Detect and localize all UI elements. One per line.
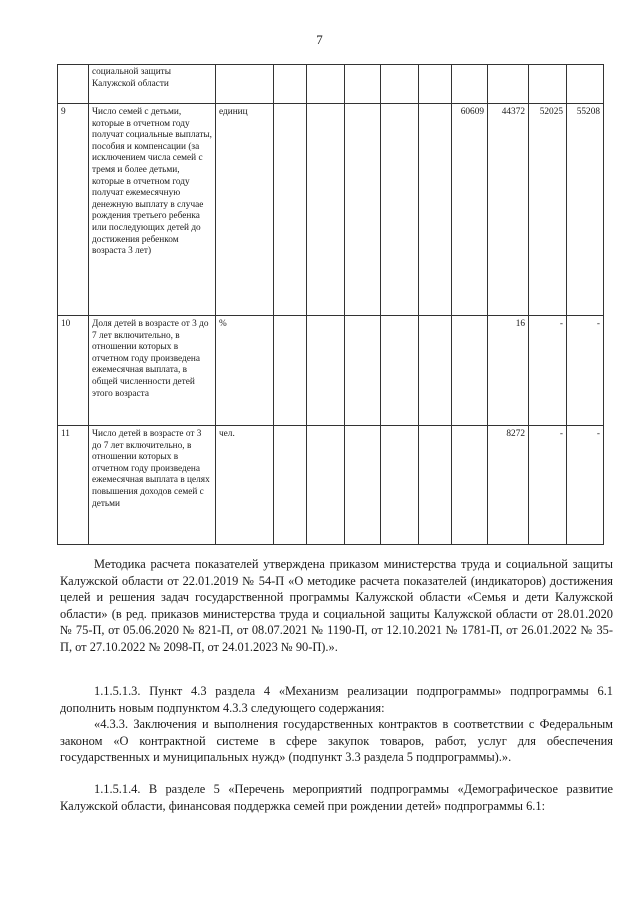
- unit: %: [216, 316, 274, 426]
- methodology-paragraph: Методика расчета показателей утверждена приказом министерства труда и социальной защиты Калужской области от 22.01.2019 № 54-П «О методике расчета показателей (индикаторов) достижения целей и решения задач государственной программы Калужской области «Семья и дети Калужской области» (в ред. приказов министерства труда и социальной защиты Калужской области от 28.01.2020 № 75-П, от 05.06.2020 № 821-П, от 08.07.2021 № 1190-П, от 12.10.2021 № 1781-П, от 26.01.2022 № 35-П, от 27.10.2022 № 2098-П, от 24.01.2023 № 90-П).».: [60, 557, 613, 654]
- table-row: [58, 316, 604, 426]
- value-cell: 55208: [567, 104, 604, 316]
- row-number: [58, 65, 89, 104]
- value-cell: 60609: [452, 104, 488, 316]
- value-cell: 16: [488, 316, 529, 426]
- table-row: [58, 426, 604, 545]
- table-row: [58, 104, 604, 316]
- value-cell: [488, 65, 529, 104]
- value-cell: [567, 65, 604, 104]
- value-cell: [452, 316, 488, 426]
- value-cell: -: [529, 426, 567, 545]
- unit: единиц: [216, 104, 274, 316]
- page-number: 7: [316, 32, 323, 47]
- table-row: [58, 65, 604, 104]
- indicator-name: Доля детей в возрасте от 3 до 7 лет включительно, в отношении которых в отчетном году произведена ежемесячная выплата, в общей численности детей этого возраста: [89, 316, 216, 426]
- indicators-table: [57, 64, 604, 545]
- clause-paragraph: «4.3.3. Заключения и выполнения государственных контрактов в соответствии с Федеральным законом «О контрактной системе в сфере закупок товаров, работ, услуг для обеспечения государственных и муниципальных нужд» (подпункт 3.3 раздела 5 подпрограммы).».: [60, 717, 613, 765]
- row-number: 10: [58, 316, 89, 426]
- indicator-name: Число детей в возрасте от 3 до 7 лет включительно, в отношении которых в отчетном году произведена ежемесячная выплата в целях повышения доходов семей с детьми: [89, 426, 216, 545]
- indicator-name: Число семей с детьми, которые в отчетном году получат социальные выплаты, пособия и компенсации (за исключением числа семей с тремя и более детьми, которые в отчетном году получат ежемесячную денежную выплату в случае рождения третьего ребенка или последующих детей до достижения ребенком возраста 3 лет): [89, 104, 216, 316]
- value-cell: -: [567, 426, 604, 545]
- value-cell: 44372: [488, 104, 529, 316]
- indicator-name: социальной защиты Калужской области: [89, 65, 216, 104]
- value-cell: [529, 65, 567, 104]
- unit: чел.: [216, 426, 274, 545]
- value-cell: 52025: [529, 104, 567, 316]
- row-number: 11: [58, 426, 89, 545]
- value-cell: -: [567, 316, 604, 426]
- unit: [216, 65, 274, 104]
- section-paragraph: 1.1.5.1.4. В разделе 5 «Перечень мероприятий подпрограммы «Демографическое развитие Калужской области, финансовая поддержка семей при рождении детей» подпрограммы 6.1:: [60, 782, 613, 813]
- row-number: 9: [58, 104, 89, 316]
- value-cell: [452, 426, 488, 545]
- amendment-paragraph: 1.1.5.1.3. Пункт 4.3 раздела 4 «Механизм реализации подпрограммы» подпрограммы 6.1 дополнить новым подпунктом 4.3.3 следующего содержания:: [60, 684, 613, 715]
- value-cell: -: [529, 316, 567, 426]
- value-cell: [452, 65, 488, 104]
- value-cell: 8272: [488, 426, 529, 545]
